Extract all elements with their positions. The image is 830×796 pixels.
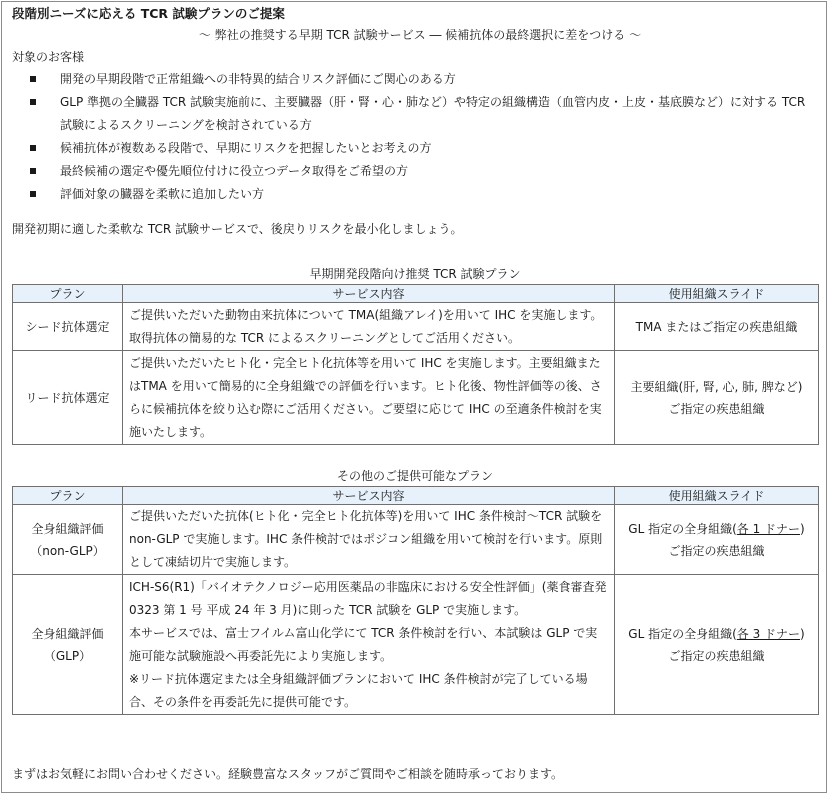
tissue-slides-line: ご指定の疾患組織 — [668, 543, 765, 558]
audience-item — [12, 91, 818, 137]
audience-heading: 対象のお客様 — [12, 50, 85, 64]
tissue-slides-line: ご指定の疾患組織 — [668, 401, 765, 416]
plan-name-line: 全身組織評価 — [31, 626, 104, 641]
tissue-slides-line: 主要組織(肝, 腎, 心, 肺, 脾など) — [630, 379, 803, 394]
other-plan-table — [12, 486, 819, 715]
tissue-slides-line — [621, 623, 812, 645]
table-header-row — [13, 285, 819, 303]
audience-item-text: 開発の早期段階で正常組織への非特異的結合リスク評価にご関心のある方 — [60, 72, 456, 86]
column-header: 使用組織スライド — [615, 487, 819, 505]
service-description: ご提供いただいた動物由来抗体について TMA(組織アレイ)を用いて IHC を実施します。取得抗体の簡易的な TCR によるスクリーニングとしてご活用ください。 — [123, 303, 615, 351]
tissue-slides-prefix: GL 指定の全身組織( — [628, 521, 737, 536]
tissue-slides-line: TMA またはご指定の疾患組織 — [635, 319, 798, 334]
square-bullet-icon — [30, 145, 36, 151]
column-header: プラン — [13, 487, 123, 505]
audience-list — [12, 68, 818, 206]
donor-count: 各 3 ドナー — [736, 626, 801, 641]
tissue-slides-suffix: ) — [800, 521, 805, 536]
tissue-slides — [615, 351, 819, 445]
footer-contact: まずはお気軽にお問い合わせください。経験豊富なスタッフがご質問やご相談を随時承っております。 — [12, 767, 564, 781]
service-paragraph: ICH-S6(R1)「バイオテクノロジー応用医薬品の非臨床における安全性評価」(薬食審査発 0323 第 1 号 平成 24 年 3 月)に則った TCR 試験を GLP で実施します。 — [129, 579, 607, 617]
square-bullet-icon — [30, 76, 36, 82]
square-bullet-icon — [30, 191, 36, 197]
square-bullet-icon — [30, 99, 36, 105]
table1-caption: 早期開発段階向け推奨 TCR 試験プラン — [309, 267, 521, 281]
plan-name-line: 全身組織評価 — [31, 521, 104, 536]
tissue-slides-line: ご指定の疾患組織 — [668, 648, 765, 663]
tissue-slides — [615, 303, 819, 351]
audience-item-text: GLP 準拠の全臓器 TCR 試験実施前に、主要臓器（肝・腎・心・肺など）や特定の組織構造（血管内皮・上皮・基底膜など）に対する TCR 試験によるスクリーニングを検討されている方 — [60, 95, 806, 132]
column-header: 使用組織スライド — [615, 285, 819, 303]
plan-name-line: （non-GLP） — [30, 543, 105, 558]
audience-item — [12, 183, 818, 206]
audience-item — [12, 160, 818, 183]
table-row — [13, 303, 819, 351]
plan-name-line: （GLP） — [43, 648, 92, 663]
tissue-slides — [615, 575, 819, 715]
table-row — [13, 575, 819, 715]
plan-name — [13, 575, 123, 715]
plan-name — [13, 505, 123, 575]
tissue-slides-suffix: ) — [800, 626, 805, 641]
document-content — [12, 4, 818, 715]
table-row — [13, 505, 819, 575]
plan-name: リード抗体選定 — [13, 351, 123, 445]
audience-item-text: 最終候補の選定や優先順位付けに役立つデータ取得をご希望の方 — [60, 164, 409, 178]
column-header: サービス内容 — [123, 487, 615, 505]
closing-intro: 開発初期に適した柔軟な TCR 試験サービスで、後戻りリスクを最小化しましょう。 — [12, 222, 463, 236]
donor-count: 各 1 ドナー — [736, 521, 801, 536]
audience-item — [12, 68, 818, 91]
service-description: ご提供いただいたヒト化・完全ヒト化抗体等を用いて IHC を実施します。主要組織またはTMA を用いて簡易的に全身組織での評価を行います。ヒト化後、物性評価等の後、さらに候補抗体を絞り込む際にご活用ください。ご要望に応じて IHC の至適条件検討を実施いたします。 — [123, 351, 615, 445]
table-row — [13, 351, 819, 445]
tissue-slides-line — [621, 518, 812, 540]
early-plan-table — [12, 284, 819, 445]
tissue-slides — [615, 505, 819, 575]
service-description: ご提供いただいた抗体(ヒト化・完全ヒト化抗体等)を用いて IHC 条件検討～TCR 試験を non-GLP で実施します。IHC 条件検討ではポジコン組織を用いて検討を行います。原則として凍結切片で実施します。 — [123, 505, 615, 575]
table-header-row — [13, 487, 819, 505]
tissue-slides-prefix: GL 指定の全身組織( — [628, 626, 737, 641]
service-paragraph: 本サービスでは、富士フイルム富山化学にて TCR 条件検討を行い、本試験は GLP で実施可能な試験施設へ再委託先により実施します。 — [129, 625, 598, 663]
column-header: サービス内容 — [123, 285, 615, 303]
plan-name: シード抗体選定 — [13, 303, 123, 351]
audience-item-text: 評価対象の臓器を柔軟に追加したい方 — [60, 187, 265, 201]
table2-caption: その他のご提供可能なプラン — [336, 469, 493, 483]
audience-item — [12, 137, 818, 160]
audience-item-text: 候補抗体が複数ある段階で、早期にリスクを把握したいとお考えの方 — [60, 141, 432, 155]
service-description — [123, 575, 615, 715]
service-paragraph: ※リード抗体選定または全身組織評価プランにおいて IHC 条件検討が完了している場合、その条件を再委託先に提供可能です。 — [129, 671, 588, 709]
square-bullet-icon — [30, 168, 36, 174]
document-title: 段階別ニーズに応える TCR 試験プランのご提案 — [12, 6, 285, 21]
document-subtitle: ～ 弊社の推奨する早期 TCR 試験サービス ― 候補抗体の最終選択に差をつける ～ — [198, 28, 642, 42]
column-header: プラン — [13, 285, 123, 303]
